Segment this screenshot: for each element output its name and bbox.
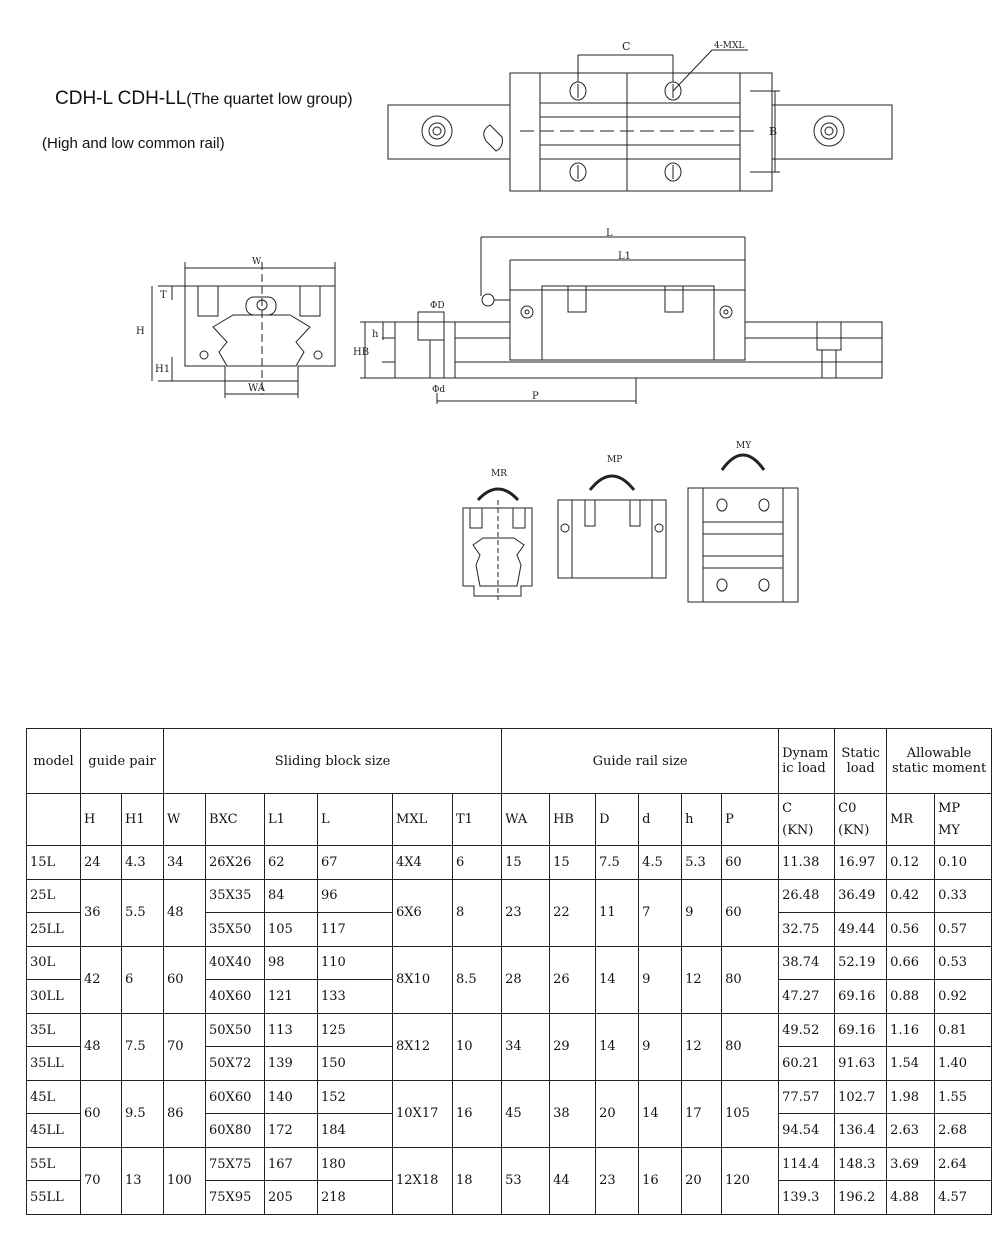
cell-mxl: 4X4 — [393, 846, 453, 880]
cell-l: 110 — [318, 946, 393, 980]
subheader-hb: HB — [550, 794, 596, 846]
cell-w: 48 — [164, 879, 206, 946]
cell-model: 35L — [27, 1013, 81, 1047]
cell-mp: 2.68 — [935, 1114, 992, 1148]
dim-h: H — [136, 326, 145, 337]
cell-d: 9 — [639, 946, 682, 1013]
cell-p: 120 — [722, 1147, 779, 1214]
dim-phi-d: ΦD — [430, 301, 445, 311]
cell-mxl: 10X17 — [393, 1080, 453, 1147]
cell-bxc: 40X60 — [206, 980, 265, 1014]
subheader-c0-label: C0 — [838, 800, 857, 816]
cell-l1: 167 — [265, 1147, 318, 1181]
cell-bxc: 50X72 — [206, 1047, 265, 1081]
cell-l: 152 — [318, 1080, 393, 1114]
cell-wa: 45 — [502, 1080, 550, 1147]
cell-hb: 29 — [550, 1013, 596, 1080]
cell-model: 55LL — [27, 1181, 81, 1215]
cell-wa: 34 — [502, 1013, 550, 1080]
cell-bxc: 75X75 — [206, 1147, 265, 1181]
cell-model: 45LL — [27, 1114, 81, 1148]
title-group: (The quartet low group) — [186, 91, 353, 108]
cell-mp: 2.64 — [935, 1147, 992, 1181]
cell-w: 70 — [164, 1013, 206, 1080]
cell-l1: 172 — [265, 1114, 318, 1148]
subheader-c — [779, 794, 835, 846]
spec-table — [26, 728, 992, 1215]
cell-c: 139.3 — [779, 1181, 835, 1215]
cell-h: 70 — [81, 1147, 122, 1214]
cell-d: 9 — [639, 1013, 682, 1080]
table-row — [27, 846, 992, 880]
header-model: model — [27, 729, 81, 794]
cell-h1: 6 — [122, 946, 164, 1013]
cell-c: 94.54 — [779, 1114, 835, 1148]
cell-mp: 0.92 — [935, 980, 992, 1014]
cell-d: 4.5 — [639, 846, 682, 880]
top-view-drawing — [388, 50, 892, 191]
subheader-d-lower: d — [639, 794, 682, 846]
moment-mr-label: MR — [491, 469, 507, 479]
dim-t: T — [160, 290, 167, 301]
subheader-c-label: C — [782, 800, 793, 816]
cell-mp: 4.57 — [935, 1181, 992, 1215]
moment-my-label: MY — [736, 441, 752, 451]
cell-c: 49.52 — [779, 1013, 835, 1047]
subheader-mxl: MXL — [393, 794, 453, 846]
cell-p: 60 — [722, 879, 779, 946]
cell-l: 125 — [318, 1013, 393, 1047]
subheader-mp-my — [935, 794, 992, 846]
cell-model: 25L — [27, 879, 81, 913]
cell-l: 117 — [318, 913, 393, 947]
moment-mp-drawing — [558, 476, 666, 578]
cell-l1: 121 — [265, 980, 318, 1014]
cell-mxl: 8X12 — [393, 1013, 453, 1080]
subheader-l1: L1 — [265, 794, 318, 846]
cell-mr: 3.69 — [887, 1147, 935, 1181]
dim-wa: WA — [248, 383, 266, 394]
cell-l: 184 — [318, 1114, 393, 1148]
cell-l1: 105 — [265, 913, 318, 947]
cell-c0: 91.63 — [835, 1047, 887, 1081]
subheader-h1: H1 — [122, 794, 164, 846]
header-static-load: Static load — [835, 729, 887, 794]
cell-bxc: 60X80 — [206, 1114, 265, 1148]
cell-model: 30LL — [27, 980, 81, 1014]
cell-mr: 1.98 — [887, 1080, 935, 1114]
cell-wa: 53 — [502, 1147, 550, 1214]
cell-w: 100 — [164, 1147, 206, 1214]
cell-h1: 4.3 — [122, 846, 164, 880]
cell-bxc: 50X50 — [206, 1013, 265, 1047]
cell-mr: 4.88 — [887, 1181, 935, 1215]
cell-hb: 26 — [550, 946, 596, 1013]
cell-h1: 7.5 — [122, 1013, 164, 1080]
cell-p: 105 — [722, 1080, 779, 1147]
cell-h: 24 — [81, 846, 122, 880]
subheader-c-unit: (KN) — [782, 822, 814, 838]
cell-l: 180 — [318, 1147, 393, 1181]
cell-wa: 23 — [502, 879, 550, 946]
cell-c: 60.21 — [779, 1047, 835, 1081]
cell-c0: 52.19 — [835, 946, 887, 980]
cell-c0: 16.97 — [835, 846, 887, 880]
cell-t1: 6 — [453, 846, 502, 880]
cell-mp: 1.55 — [935, 1080, 992, 1114]
table-row — [27, 879, 992, 913]
cell-c: 32.75 — [779, 913, 835, 947]
cell-t1: 8.5 — [453, 946, 502, 1013]
cell-h: 60 — [81, 1080, 122, 1147]
cell-h: 17 — [682, 1080, 722, 1147]
cell-c: 77.57 — [779, 1080, 835, 1114]
cell-model: 30L — [27, 946, 81, 980]
dim-phi-d-small: Φd — [432, 385, 446, 395]
cell-bxc: 35X50 — [206, 913, 265, 947]
cell-c0: 148.3 — [835, 1147, 887, 1181]
cell-mxl: 12X18 — [393, 1147, 453, 1214]
header-dynamic-load: Dynam ic load — [779, 729, 835, 794]
cell-l: 150 — [318, 1047, 393, 1081]
moment-mr-drawing — [463, 489, 532, 600]
subheader-my: MY — [938, 822, 961, 838]
cell-l: 218 — [318, 1181, 393, 1215]
cell-w: 86 — [164, 1080, 206, 1147]
cell-model: 25LL — [27, 913, 81, 947]
cell-d: 14 — [596, 1013, 639, 1080]
cell-p: 80 — [722, 1013, 779, 1080]
moment-my-drawing — [688, 455, 798, 602]
cell-model: 35LL — [27, 1047, 81, 1081]
cell-mr: 0.42 — [887, 879, 935, 913]
subheader-p: P — [722, 794, 779, 846]
cell-bxc: 35X35 — [206, 879, 265, 913]
subheader-d-upper: D — [596, 794, 639, 846]
table-row — [27, 1013, 992, 1047]
cell-bxc: 40X40 — [206, 946, 265, 980]
cell-h: 20 — [682, 1147, 722, 1214]
cell-d: 23 — [596, 1147, 639, 1214]
subheader-blank — [27, 794, 81, 846]
cell-mxl: 6X6 — [393, 879, 453, 946]
cell-d: 14 — [639, 1080, 682, 1147]
cell-mr: 1.16 — [887, 1013, 935, 1047]
cell-t1: 10 — [453, 1013, 502, 1080]
cell-h: 48 — [81, 1013, 122, 1080]
table-row — [27, 946, 992, 980]
subheader-c0 — [835, 794, 887, 846]
header-guide-pair: guide pair — [81, 729, 164, 794]
cell-w: 34 — [164, 846, 206, 880]
cell-c: 47.27 — [779, 980, 835, 1014]
cell-h: 5.3 — [682, 846, 722, 880]
cell-bxc: 26X26 — [206, 846, 265, 880]
cell-c: 114.4 — [779, 1147, 835, 1181]
cell-mp: 0.33 — [935, 879, 992, 913]
cell-model: 15L — [27, 846, 81, 880]
cell-w: 60 — [164, 946, 206, 1013]
spec-table-body — [27, 729, 992, 1215]
cell-t1: 8 — [453, 879, 502, 946]
cell-d: 11 — [596, 879, 639, 946]
cell-model: 45L — [27, 1080, 81, 1114]
cell-mp: 0.10 — [935, 846, 992, 880]
cell-mr: 1.54 — [887, 1047, 935, 1081]
table-row — [27, 1080, 992, 1114]
side-view-drawing — [360, 237, 882, 404]
cell-d: 14 — [596, 946, 639, 1013]
table-row — [27, 1147, 992, 1181]
cell-c: 26.48 — [779, 879, 835, 913]
cell-h: 42 — [81, 946, 122, 1013]
subheader-h: H — [81, 794, 122, 846]
cell-t1: 16 — [453, 1080, 502, 1147]
subheader-c0-unit: (KN) — [838, 822, 870, 838]
cell-h: 12 — [682, 1013, 722, 1080]
cell-mp: 0.53 — [935, 946, 992, 980]
cell-mr: 0.56 — [887, 913, 935, 947]
dim-h-small: h — [372, 329, 379, 340]
header-sliding-block: Sliding block size — [164, 729, 502, 794]
cell-mxl: 8X10 — [393, 946, 453, 1013]
cell-hb: 15 — [550, 846, 596, 880]
cell-c: 38.74 — [779, 946, 835, 980]
cell-h1: 9.5 — [122, 1080, 164, 1147]
cell-bxc: 75X95 — [206, 1181, 265, 1215]
cell-mp: 0.57 — [935, 913, 992, 947]
cell-l1: 205 — [265, 1181, 318, 1215]
cell-model: 55L — [27, 1147, 81, 1181]
cell-wa: 28 — [502, 946, 550, 1013]
cell-d: 16 — [639, 1147, 682, 1214]
cell-d: 7.5 — [596, 846, 639, 880]
cell-c: 11.38 — [779, 846, 835, 880]
cell-hb: 44 — [550, 1147, 596, 1214]
cell-hb: 22 — [550, 879, 596, 946]
cell-t1: 18 — [453, 1147, 502, 1214]
header-allowable-moment: Allowable static moment — [887, 729, 992, 794]
cell-h: 36 — [81, 879, 122, 946]
cell-mr: 0.66 — [887, 946, 935, 980]
subheader-mp: MP — [938, 800, 961, 816]
cell-c0: 102.7 — [835, 1080, 887, 1114]
subheader-wa: WA — [502, 794, 550, 846]
dim-mxl: 4-MXL — [714, 41, 745, 51]
cell-c0: 196.2 — [835, 1181, 887, 1215]
header-guide-rail: Guide rail size — [502, 729, 779, 794]
cell-c0: 36.49 — [835, 879, 887, 913]
subheader-l: L — [318, 794, 393, 846]
subheader-w: W — [164, 794, 206, 846]
dim-w: W — [252, 257, 262, 267]
subheader-t1: T1 — [453, 794, 502, 846]
cell-d: 7 — [639, 879, 682, 946]
cell-p: 80 — [722, 946, 779, 1013]
cell-l: 133 — [318, 980, 393, 1014]
cell-c0: 136.4 — [835, 1114, 887, 1148]
dim-p: P — [532, 391, 539, 402]
cell-h1: 13 — [122, 1147, 164, 1214]
subheader-bxc: BXC — [206, 794, 265, 846]
cell-h: 9 — [682, 879, 722, 946]
cell-mp: 0.81 — [935, 1013, 992, 1047]
cell-mr: 0.12 — [887, 846, 935, 880]
cell-h: 12 — [682, 946, 722, 1013]
dim-hb: HB — [353, 347, 370, 358]
cell-mp: 1.40 — [935, 1047, 992, 1081]
cell-h1: 5.5 — [122, 879, 164, 946]
cell-p: 60 — [722, 846, 779, 880]
cell-l1: 84 — [265, 879, 318, 913]
cell-c0: 69.16 — [835, 1013, 887, 1047]
cell-l1: 113 — [265, 1013, 318, 1047]
cell-wa: 15 — [502, 846, 550, 880]
cell-bxc: 60X60 — [206, 1080, 265, 1114]
cell-l1: 98 — [265, 946, 318, 980]
moment-mp-label: MP — [607, 455, 623, 465]
cell-mr: 0.88 — [887, 980, 935, 1014]
subheader-h-small: h — [682, 794, 722, 846]
dim-l: L — [606, 228, 613, 239]
cell-l1: 62 — [265, 846, 318, 880]
dim-h1: H1 — [155, 364, 171, 375]
dim-c: C — [622, 40, 631, 53]
dim-b: B — [769, 125, 778, 138]
title-main: CDH-L CDH-LL — [55, 88, 187, 109]
cell-c0: 69.16 — [835, 980, 887, 1014]
cell-l: 96 — [318, 879, 393, 913]
cell-mr: 2.63 — [887, 1114, 935, 1148]
page-subtitle: (High and low common rail) — [42, 135, 225, 152]
dim-l1: L1 — [618, 251, 632, 262]
cell-hb: 38 — [550, 1080, 596, 1147]
front-view-drawing — [152, 262, 335, 398]
cell-c0: 49.44 — [835, 913, 887, 947]
cell-l: 67 — [318, 846, 393, 880]
cell-d: 20 — [596, 1080, 639, 1147]
cell-l1: 139 — [265, 1047, 318, 1081]
cell-l1: 140 — [265, 1080, 318, 1114]
subheader-mr: MR — [887, 794, 935, 846]
